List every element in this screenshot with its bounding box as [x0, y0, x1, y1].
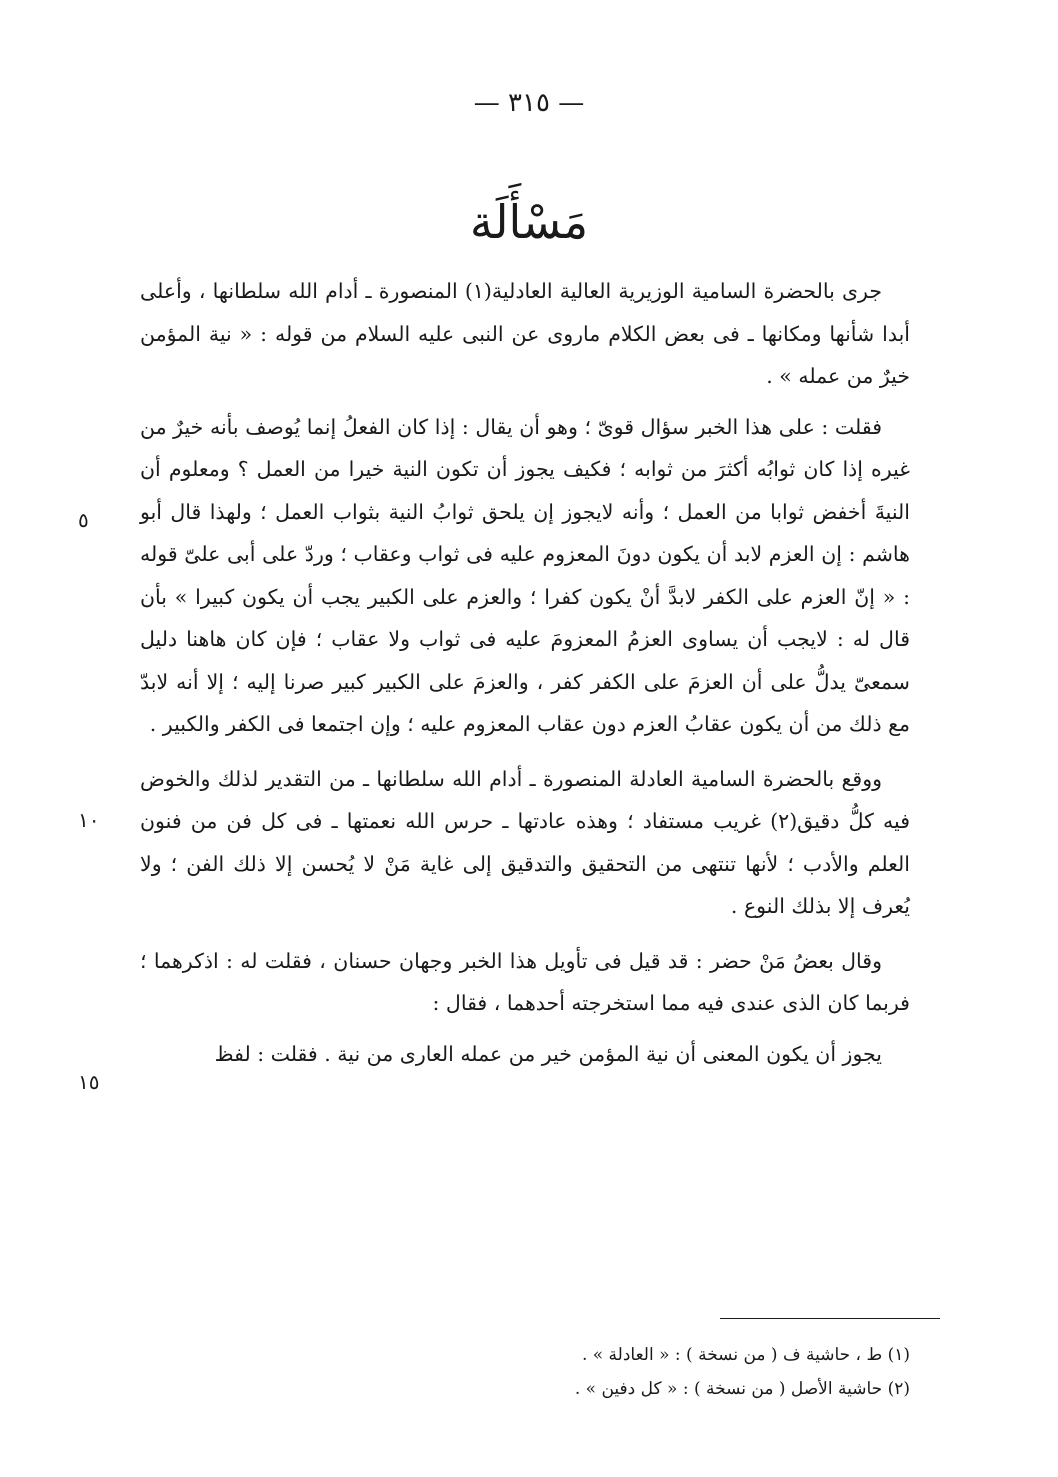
footnote-2: (٢) حاشية الأصل ( من نسخة ) : « كل دفين » .: [574, 1379, 910, 1399]
page-title: مَسْأَلَة: [469, 195, 589, 249]
footnote-divider: [720, 1318, 940, 1319]
paragraph-3: ووقع بالحضرة السامية العادلة المنصورة ـ أدام الله سلطانها ـ من التقدير لذلك والخوض فيه كلُّ دقيق(٢) غريب مستفاد ؛ وهذه عادتها ـ حرس الله نعمتها ـ فى كل فن من فنون العلم والأدب ؛ لأنها تنتهى من التحقيق والتدقيق إلى غاية مَنْ لا يُحسن إلا ذلك الفن ؛ ولا يُعرف إلا بذلك النوع .: [140, 766, 910, 918]
footnote-1: (١) ط ، حاشية ف ( من نسخة ) : « العادلة » .: [581, 1345, 910, 1365]
line-number-5: ٥: [78, 508, 89, 532]
line-number-10: ١٠: [78, 808, 100, 832]
paragraph-5: يجوز أن يكون المعنى أن نية المؤمن خير من عمله العارى من نية . فقلت : لفظ: [214, 1041, 882, 1066]
body-text: [140, 270, 910, 1075]
paragraph-4: وقال بعضُ مَنْ حضر : قد قيل فى تأويل هذا الخبر وجهان حسنان ، فقلت له : اذكرهما ؛ فربما كان الذى عندى فيه مما استخرجته أحدهما ، فقال :: [140, 948, 910, 1015]
paragraph-1: جرى بالحضرة السامية الوزيرية العالية العادلية(١) المنصورة ـ أدام الله سلطانها ، وأعلى أبدا شأنها ومكانها ـ فى بعض الكلام ماروى عن النبى عليه السلام من قوله : « نية المؤمن خيرٌ من عمله » .: [140, 279, 910, 388]
paragraph-2: فقلت : على هذا الخبر سؤال قوىّ ؛ وهو أن يقال : إذا كان الفعلُ إنما يُوصف بأنه خيرٌ من غيره إذا كان ثوابُه أكثرَ من ثوابه ؛ فكيف يجوز أن تكون النية خيرا من العمل ؟ ومعلوم أن النيةَ أخفض ثوابا من العمل ؛ وأنه لايجوز إن يلحق ثوابُ النية بثواب العمل ؛ ولهذا قال أبو هاشم : إن العزم لابد أن يكون دونَ المعزوم عليه فى ثواب وعقاب ؛ وردّ على أبى علىّ قوله : « إنّ العزم على الكفر لابدَّ أنْ يكون كفرا ؛ والعزم على الكبير يجب أن يكون كبيرا » بأن قال له : لايجب أن يساوى العزمُ المعزومَ عليه فى ثواب ولا عقاب ؛ فإن كان هاهنا دليل سمعىّ يدلُّ على أن العزمَ على الكفر كفر ، والعزمَ على الكبير كبير صرنا إليه ؛ إلا أنه لابدّ مع ذلك من أن يكون عقابُ العزم دون عقاب المعزوم عليه ؛ وإن اجتمعا فى الكفر والكبير .: [140, 414, 910, 736]
line-number-15: ١٥: [78, 1070, 100, 1094]
footnotes: [300, 1338, 910, 1406]
page-number: — ٣١٥ —: [473, 88, 585, 118]
